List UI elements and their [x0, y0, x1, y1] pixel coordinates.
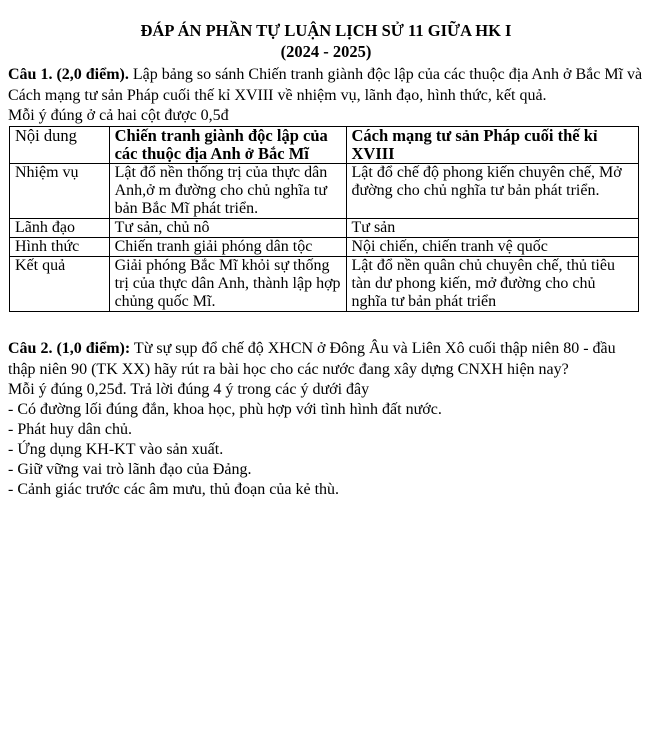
row-label: Lãnh đạo [10, 219, 110, 238]
table-cell: Giải phóng Bắc Mĩ khỏi sự thống trị của thực dân Anh, thành lập hợp chủng quốc Mĩ. [109, 257, 346, 312]
table-cell: Lật đổ nền thống trị của thực dân Anh,ở m đường cho chủ nghĩa tư bản Bắc Mĩ phát triển. [109, 164, 346, 219]
document-title: ĐÁP ÁN PHẦN TỰ LUẬN LỊCH SỬ 11 GIỮA HK I [140, 21, 512, 40]
question-1-text: Lập bảng so sánh Chiến tranh giành độc lập của các thuộc địa Anh ở Bắc Mĩ và Cách mạng tư sản Pháp cuối thế kỉ XVIII về nhiệm vụ, lãnh đạo, hình thức, kết quả. [8, 66, 643, 104]
table-cell: Nội chiến, chiến tranh vệ quốc [346, 238, 639, 257]
comparison-table [9, 126, 639, 312]
list-item: - Cảnh giác trước các âm mưu, thủ đoạn của kẻ thù. [8, 481, 340, 498]
table-cell: Tư sản, chủ nô [109, 219, 346, 238]
row-label: Nhiệm vụ [10, 164, 110, 219]
section-spacer [8, 312, 644, 338]
table-row [10, 164, 639, 219]
table-header-cell: Cách mạng tư sản Pháp cuối thế kỉ XVIII [346, 127, 639, 164]
row-label: Kết quả [10, 257, 110, 312]
question-2-label: Câu 2. (1,0 điểm): [8, 340, 131, 357]
table-header-row [10, 127, 639, 164]
question-2-text: Từ sự sụp đổ chế độ XHCN ở Đông Âu và Liên Xô cuối thập niên 80 - đầu thập niên 90 (TK XX) hãy rút ra bài học cho các nước đang xây dựng CNXH hiện nay? [8, 340, 616, 378]
list-item: - Giữ vững vai trò lãnh đạo của Đảng. [8, 461, 252, 478]
table-row [10, 257, 639, 312]
question-2 [8, 338, 644, 380]
table-cell: Chiến tranh giải phóng dân tộc [109, 238, 346, 257]
answer-list [8, 400, 644, 500]
table-row [10, 219, 639, 238]
question-1-label: Câu 1. (2,0 điểm). [8, 66, 129, 83]
table-row [10, 238, 639, 257]
question-1-scoring-note: Mỗi ý đúng ở cả hai cột được 0,5đ [8, 107, 229, 124]
question-2-scoring-note: Mỗi ý đúng 0,25đ. Trả lời đúng 4 ý trong các ý dưới đây [8, 381, 370, 398]
table-cell: Lật đổ nền quân chủ chuyên chế, thủ tiêu tàn dư phong kiến, mở đường cho chủ nghĩa tư bản phát triển [346, 257, 639, 312]
table-header-cell: Chiến tranh giành độc lập của các thuộc địa Anh ở Bắc Mĩ [109, 127, 346, 164]
list-item: - Phát huy dân chủ. [8, 421, 132, 438]
row-label: Hình thức [10, 238, 110, 257]
list-item: - Có đường lối đúng đắn, khoa học, phù hợp với tình hình đất nước. [8, 401, 442, 418]
table-cell: Tư sản [346, 219, 639, 238]
table-cell: Lật đổ chế độ phong kiến chuyên chế, Mở đường cho chủ nghĩa tư bản phát triển. [346, 164, 639, 219]
table-header-cell: Nội dung [10, 127, 110, 164]
document-subtitle: (2024 - 2025) [280, 42, 372, 61]
list-item: - Ứng dụng KH-KT vào sản xuất. [8, 441, 224, 458]
question-1 [8, 64, 644, 106]
